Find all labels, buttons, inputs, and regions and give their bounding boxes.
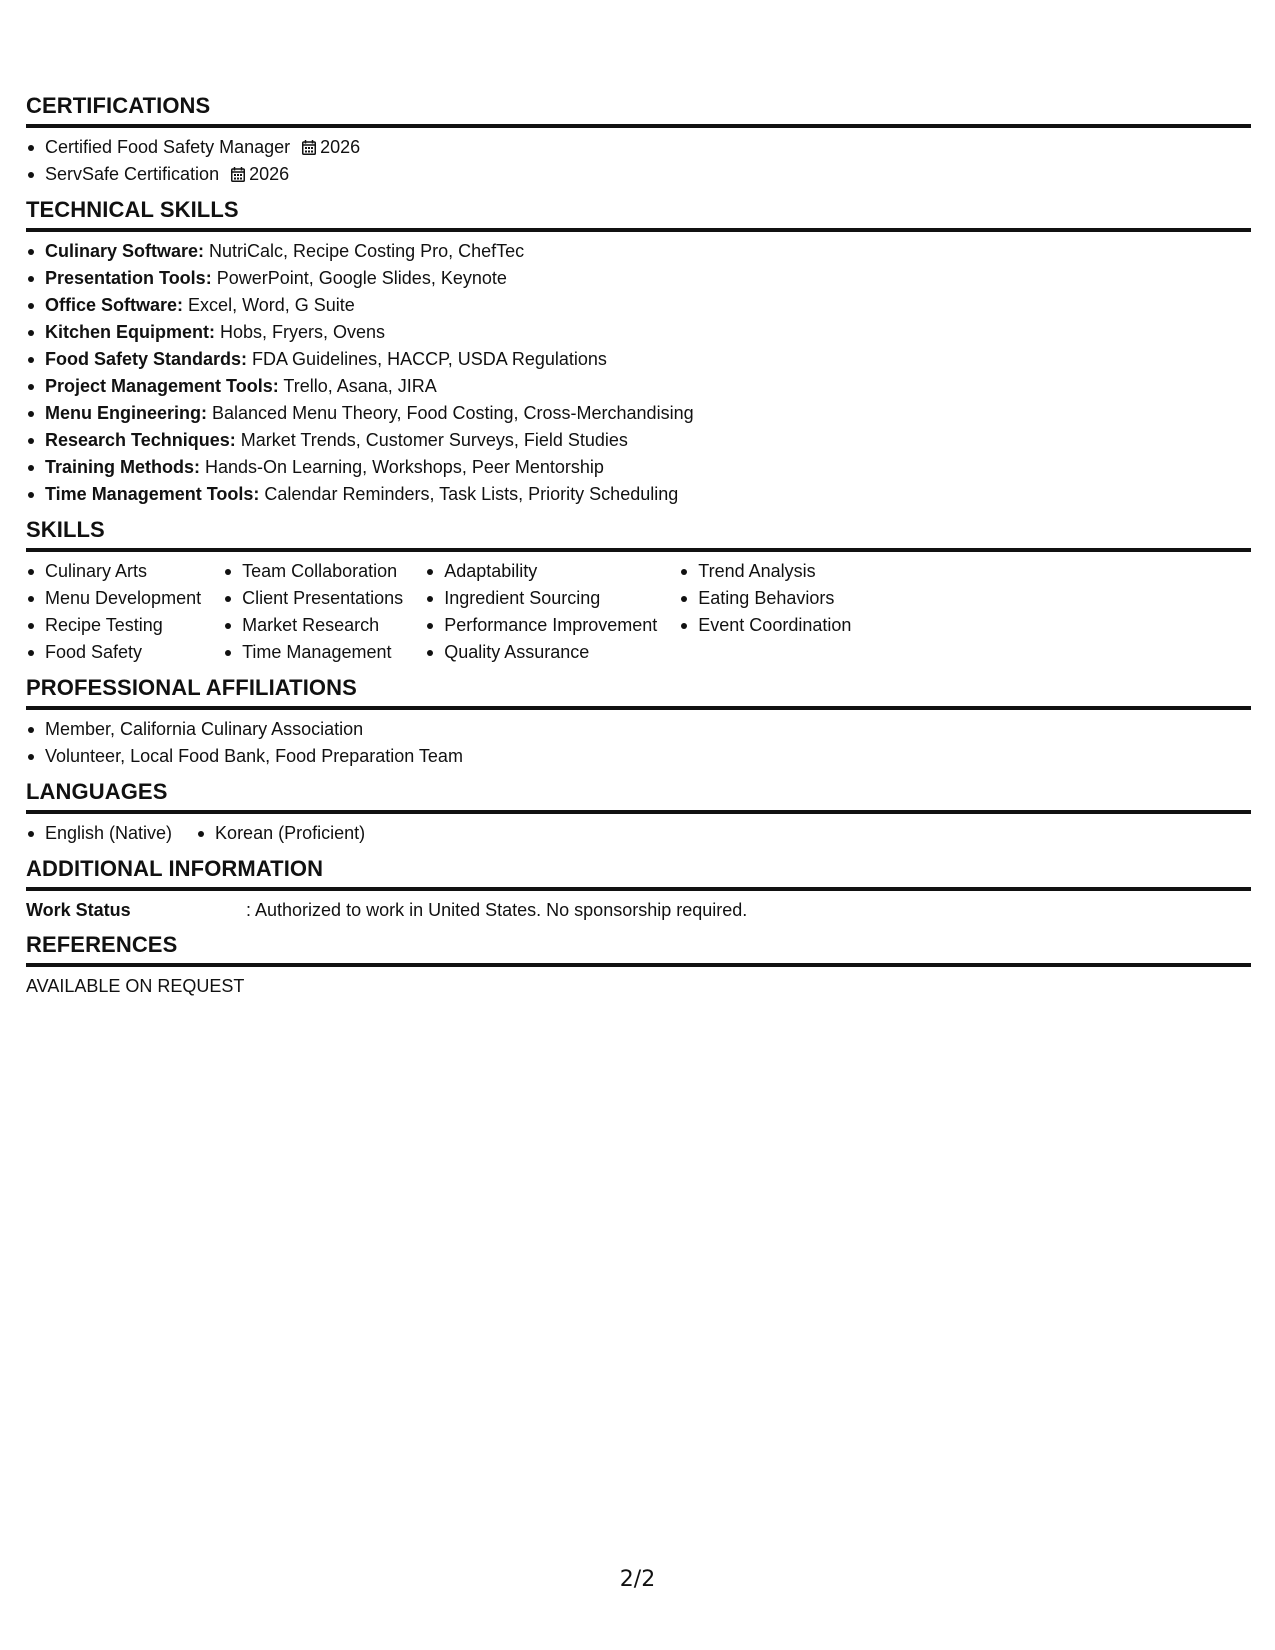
- work-status-label: Work Status: [26, 900, 131, 920]
- technical-skill-label: Project Management Tools:: [45, 376, 279, 396]
- references-section: [26, 931, 1251, 999]
- technical-skill-value: NutriCalc, Recipe Costing Pro, ChefTec: [209, 241, 525, 261]
- technical-skill-label: Menu Engineering:: [45, 403, 207, 423]
- calendar-icon: [231, 167, 245, 182]
- technical-skill-item: [26, 292, 1251, 319]
- certification-name: ServSafe Certification: [45, 164, 220, 184]
- skill-item: Quality Assurance: [425, 639, 657, 666]
- technical-skill-value: Hands-On Learning, Workshops, Peer Mentorship: [205, 457, 604, 477]
- section-title-affiliations: PROFESSIONAL AFFILIATIONS: [26, 674, 1251, 710]
- section-title-references: REFERENCES: [26, 931, 1251, 967]
- work-status-value: : Authorized to work in United States. No sponsorship required.: [246, 900, 748, 920]
- skill-item: Culinary Arts: [26, 558, 201, 585]
- skill-item: Market Research: [223, 612, 403, 639]
- technical-skill-value: Calendar Reminders, Task Lists, Priority Scheduling: [264, 484, 679, 504]
- skill-item: Team Collaboration: [223, 558, 403, 585]
- certification-name: Certified Food Safety Manager: [45, 137, 291, 157]
- skill-item: Menu Development: [26, 585, 201, 612]
- skill-item: Recipe Testing: [26, 612, 201, 639]
- skills-column: [223, 558, 403, 666]
- languages-list: [26, 820, 1251, 847]
- certification-item: [26, 161, 1251, 188]
- technical-skill-value: Market Trends, Customer Surveys, Field Studies: [240, 430, 628, 450]
- technical-skills-list: [26, 238, 1251, 508]
- certification-year: 2026: [249, 164, 290, 184]
- technical-skill-item: [26, 346, 1251, 373]
- section-title-skills: SKILLS: [26, 516, 1251, 552]
- technical-skill-label: Research Techniques:: [45, 430, 236, 450]
- technical-skill-value: PowerPoint, Google Slides, Keynote: [216, 268, 507, 288]
- language-item: English (Native): [26, 820, 172, 847]
- skill-item: Performance Improvement: [425, 612, 657, 639]
- technical-skill-item: [26, 400, 1251, 427]
- skill-item: Food Safety: [26, 639, 201, 666]
- affiliation-item: Volunteer, Local Food Bank, Food Preparation Team: [26, 743, 1251, 770]
- technical-skill-label: Time Management Tools:: [45, 484, 260, 504]
- technical-skill-label: Training Methods:: [45, 457, 200, 477]
- technical-skill-value: Hobs, Fryers, Ovens: [220, 322, 386, 342]
- page-number: 2/2: [619, 1567, 656, 1592]
- technical-skill-label: Kitchen Equipment:: [45, 322, 215, 342]
- technical-skill-item: [26, 319, 1251, 346]
- skills-column: [679, 558, 851, 666]
- work-status-row: [26, 897, 1251, 923]
- skills-grid: [26, 558, 1251, 666]
- affiliation-item: Member, California Culinary Association: [26, 716, 1251, 743]
- technical-skill-item: [26, 427, 1251, 454]
- skill-item: Ingredient Sourcing: [425, 585, 657, 612]
- technical-skill-label: Office Software:: [45, 295, 184, 315]
- technical-skill-value: Excel, Word, G Suite: [188, 295, 355, 315]
- languages-section: [26, 778, 1251, 847]
- technical-skill-item: [26, 373, 1251, 400]
- skills-column: [425, 558, 657, 666]
- section-title-technical-skills: TECHNICAL SKILLS: [26, 196, 1251, 232]
- certification-item: [26, 134, 1251, 161]
- section-title-additional-info: ADDITIONAL INFORMATION: [26, 855, 1251, 891]
- technical-skill-value: Balanced Menu Theory, Food Costing, Cross-Merchandising: [212, 403, 694, 423]
- skill-item: Adaptability: [425, 558, 657, 585]
- technical-skill-item: [26, 265, 1251, 292]
- resume-page: [26, 92, 1251, 1007]
- technical-skill-value: FDA Guidelines, HACCP, USDA Regulations: [252, 349, 607, 369]
- technical-skill-item: [26, 238, 1251, 265]
- skills-section: [26, 516, 1251, 666]
- skill-item: Client Presentations: [223, 585, 403, 612]
- language-item: Korean (Proficient): [196, 820, 365, 847]
- section-title-certifications: CERTIFICATIONS: [26, 92, 1251, 128]
- certifications-section: [26, 92, 1251, 188]
- technical-skill-value: Trello, Asana, JIRA: [283, 376, 437, 396]
- certification-year: 2026: [320, 137, 361, 157]
- skill-item: Trend Analysis: [679, 558, 851, 585]
- technical-skill-item: [26, 454, 1251, 481]
- technical-skill-label: Culinary Software:: [45, 241, 205, 261]
- calendar-icon: [302, 140, 316, 155]
- certifications-list: [26, 134, 1251, 188]
- skills-column: [26, 558, 201, 666]
- technical-skill-label: Food Safety Standards:: [45, 349, 248, 369]
- section-title-languages: LANGUAGES: [26, 778, 1251, 814]
- technical-skills-section: [26, 196, 1251, 508]
- skill-item: Eating Behaviors: [679, 585, 851, 612]
- additional-info-section: [26, 855, 1251, 923]
- affiliations-list: [26, 716, 1251, 770]
- skill-item: Event Coordination: [679, 612, 851, 639]
- technical-skill-item: [26, 481, 1251, 508]
- affiliations-section: [26, 674, 1251, 770]
- references-text: AVAILABLE ON REQUEST: [26, 976, 245, 996]
- skill-item: Time Management: [223, 639, 403, 666]
- technical-skill-label: Presentation Tools:: [45, 268, 212, 288]
